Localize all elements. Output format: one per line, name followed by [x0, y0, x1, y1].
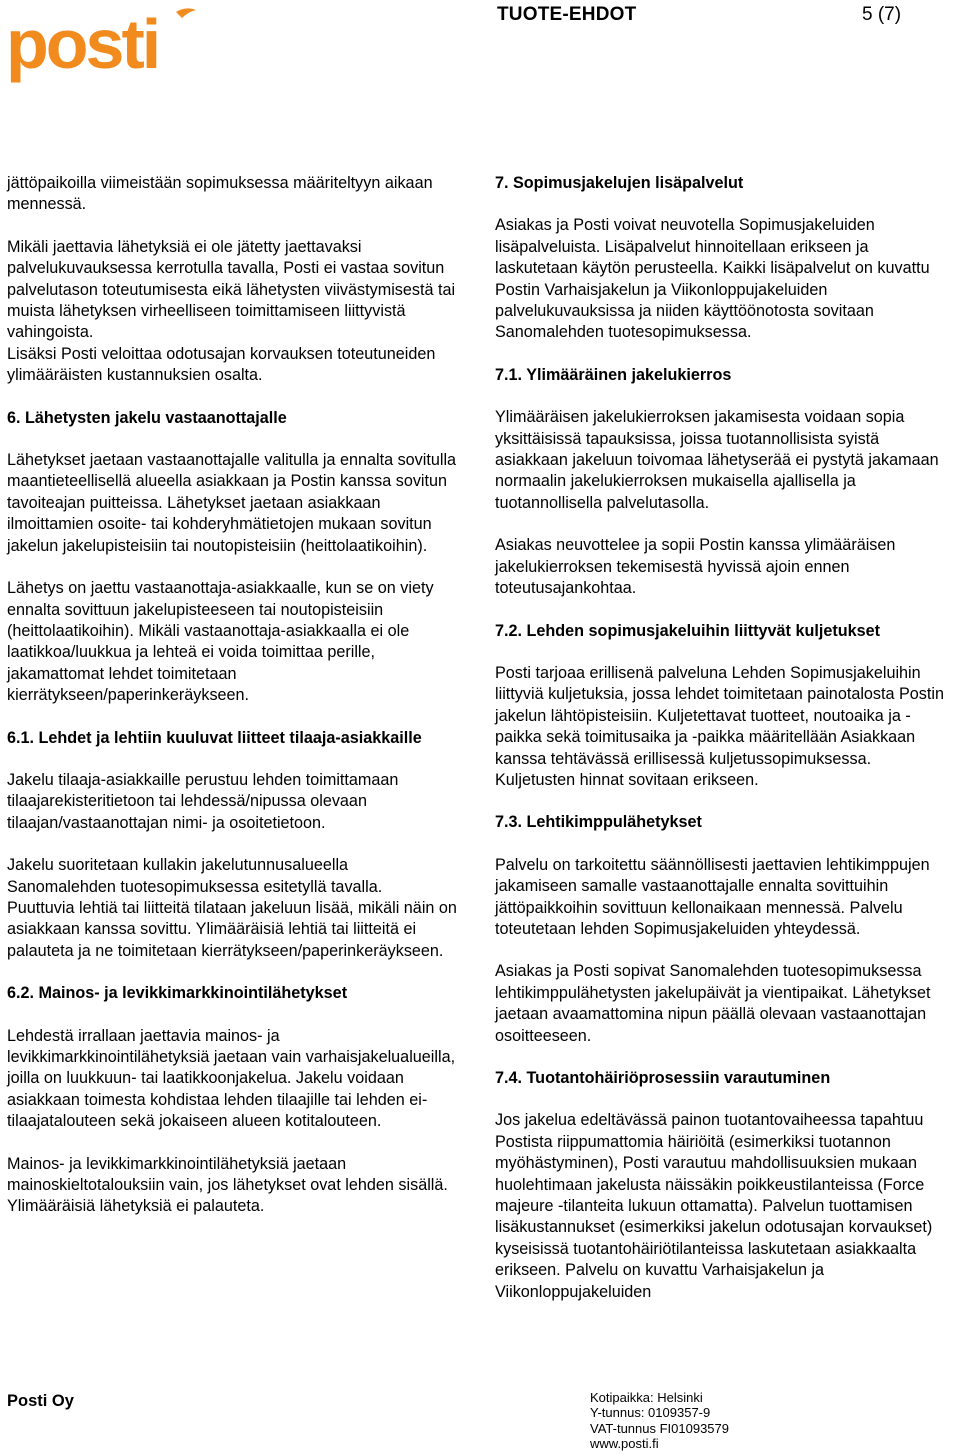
document-title: TUOTE-EHDOT: [497, 4, 637, 25]
paragraph: Jakelu suoritetaan kullakin jakelutunnusalueella Sanomalehden tuotesopimuksessa esitetyllä tavalla.: [7, 856, 383, 896]
section-heading-6: 6. Lähetysten jakelu vastaanottajalle: [7, 408, 287, 427]
paragraph: Asiakas ja Posti sopivat Sanomalehden tuotesopimuksessa lehtikimppulähetysten jakelupäivät ja vientipaikat. Lähetykset jaetaan avaamattomina nipun päällä olevaan vastaanottajan osoitteeseen.: [495, 962, 931, 1045]
footer-business-id: Y-tunnus: 0109357-9: [590, 1405, 711, 1421]
footer-info: [590, 1390, 729, 1452]
paragraph: Lehdestä irrallaan jaettavia mainos- ja levikkimarkkinointilähetyksiä jaetaan vain varhaisjakelualueilla, joilla on luukkuun- tai laatikkoonjakelua. Jakelu voidaan asiakkaan toimesta kohdistaa lehden tilaajille tai lehden ei-tilaajatalouteen sekä jokaiseen alueen kotitalouteen.: [7, 1026, 456, 1131]
footer-company: Posti Oy: [7, 1392, 74, 1410]
logo-wordmark: posti: [6, 5, 159, 83]
paragraph: Asiakas neuvottelee ja sopii Postin kanssa ylimääräisen jakelukierroksen tekemisestä hyvissä ajoin ennen toteutusajankohtaa.: [495, 536, 896, 598]
right-column: [495, 173, 953, 1324]
paragraph: Lähetys on jaettu vastaanottaja-asiakkaalle, kun se on viety ennalta sovittuun jakelupisteeseen tai noutopisteisiin (heittolaatikoihin). Mikäli vastaanottaja-asiakkaalla ei ole laatikkoa/luukkua ja lehteä ei voida toimittaa perille, jakamattomat lehdet toimitetaan kierrätykseen/paperinkeräykseen.: [7, 579, 434, 705]
paragraph: Lähetykset jaetaan vastaanottajalle valitulla ja ennalta sovitulla maantieteellisellä alueella asiakkaan ja Postin kanssa sovitun tavoiteajan puitteissa. Lähetykset jaetaan asiakkaan ilmoittamien osoite- tai kohderyhmätietojen mukaan sovitun jakelun jakelupisteisiin tai noutopisteisiin (heittolaatikoihin).: [7, 451, 457, 555]
paragraph: Posti tarjoaa erillisenä palveluna Lehden Sopimusjakeluihin liittyviä kuljetuksia, jossa lehdet toimitetaan painotalosta Postin jakelun lähtöpisteisiin. Kuljetettavat tuotteet, noutoaika ja -paikka sekä toimitusaika ja -paikka määritellään Asiakkaan kanssa tehtävässä erillisessä kuljetussopimuksessa. Kuljetusten hinnat sovitaan erikseen.: [495, 663, 944, 789]
page-number: 5 (7): [862, 4, 902, 25]
paragraph: Palvelu on tarkoitettu säännöllisesti jaettavien lehtikimppujen jakamiseen samalle vastaanottajalle ennalta sovittuihin jättöpaikkoihin sovittuun kellonaikaan mennessä. Palvelu toteutetaan lehden Sopimusjakeluiden yhteydessä.: [495, 855, 930, 938]
paragraph: Lisäksi Posti veloittaa odotusajan korvauksen toteutuneiden ylimääräisten kustannuksien osalta.: [7, 344, 436, 385]
section-heading-7-2: 7.2. Lehden sopimusjakeluihin liittyvät kuljetukset: [495, 621, 881, 640]
section-heading-6-2: 6.2. Mainos- ja levikkimarkkinointilähetykset: [7, 984, 348, 1003]
paragraph: Mainos- ja levikkimarkkinointilähetyksiä jaetaan mainoskieltotalouksiin vain, jos lähetykset ovat lehden sisällä. Ylimääräisiä lähetyksiä ei palauteta.: [7, 1154, 448, 1216]
paragraph: jättöpaikoilla viimeistään sopimuksessa määriteltyyn aikaan mennessä.: [7, 174, 433, 214]
section-heading-6-1: 6.1. Lehdet ja lehtiin kuuluvat liitteet tilaaja-asiakkaille: [7, 728, 422, 747]
paragraph: Puuttuvia lehtiä tai liitteitä tilataan jakeluun lisää, mikäli näin on asiakkaan kanssa sovittu. Ylimääräisiä lehtiä tai liitteitä ei palauteta ja ne toimitetaan kierrätykseen/paperinkeräykseen.: [7, 898, 457, 960]
paragraph: Jos jakelua edeltävässä painon tuotantovaiheessa tapahtuu Postista riippumattomia häiriöitä (esimerkiksi tuotannon myöhästyminen), Posti varautuu mahdollisuuksien mukaan huolehtimaan jakelusta näissäkin poikkeustilanteissa (Force majeure -tilanteita lukuun ottamatta). Palvelun tuottamisen lisäkustannukset (esimerkiksi jakelun odotusajan korvaukset) kyseisissä tuotantohäiriötilanteissa laskutetaan asiakkaalta erikseen. Palvelu on kuvattu Varhaisjakelun ja Viikonloppujakeluiden: [495, 1111, 933, 1301]
footer-website[interactable]: www.posti.fi: [590, 1436, 659, 1452]
paragraph: Jakelu tilaaja-asiakkaille perustuu lehden toimittamaan tilaajarekisteritietoon tai lehdessä/nipussa olevaan tilaajan/vastaanottajan nimi- ja osoitetietoon.: [7, 770, 399, 832]
paragraph: Ylimääräisen jakelukierroksen jakamisesta voidaan sopia yksittäisissä tapauksissa, joissa tuotannollisista syistä asiakkaan jakeluun toivomaa lähetyserää ei pystytä jakamaan normaalin jakelukierroksen mukaisella ajallisella ja tuotannollisella palvelutasolla.: [495, 408, 939, 512]
posti-logo: [6, 4, 198, 96]
paragraph: Mikäli jaettavia lähetyksiä ei ole jätetty jaettavaksi palvelukuvauksessa kerrotulla tavalla, Posti ei vastaa sovitun palvelutason toteutumisesta eikä lähetysten viivästymisestä tai muista lähetyksen virheelliseen toimittamiseen liittyvistä vahingoista.: [7, 237, 456, 342]
logo-swoosh: [176, 8, 196, 18]
paragraph: Asiakas ja Posti voivat neuvotella Sopimusjakeluiden lisäpalveluista. Lisäpalvelut hinnoitellaan erikseen ja laskutetaan käytön perusteella. Kaikki lisäpalvelut on kuvattu Postin Varhaisjakelun ja Viikonloppujakeluiden palvelukuvauksissa ja niiden käyttöönotosta sovitaan Sanomalehden tuotesopimuksessa.: [495, 216, 930, 342]
footer-domicile: Kotipaikka: Helsinki: [590, 1390, 703, 1405]
left-column: [7, 173, 457, 1239]
footer-vat-id: VAT-tunnus FI01093579: [590, 1420, 730, 1436]
section-heading-7-4: 7.4. Tuotantohäiriöprosessiin varautuminen: [495, 1069, 831, 1087]
section-heading-7-1: 7.1. Ylimääräinen jakelukierros: [495, 365, 732, 384]
section-heading-7-3: 7.3. Lehtikimppulähetykset: [495, 813, 702, 832]
section-heading-7: 7. Sopimusjakelujen lisäpalvelut: [495, 174, 744, 192]
